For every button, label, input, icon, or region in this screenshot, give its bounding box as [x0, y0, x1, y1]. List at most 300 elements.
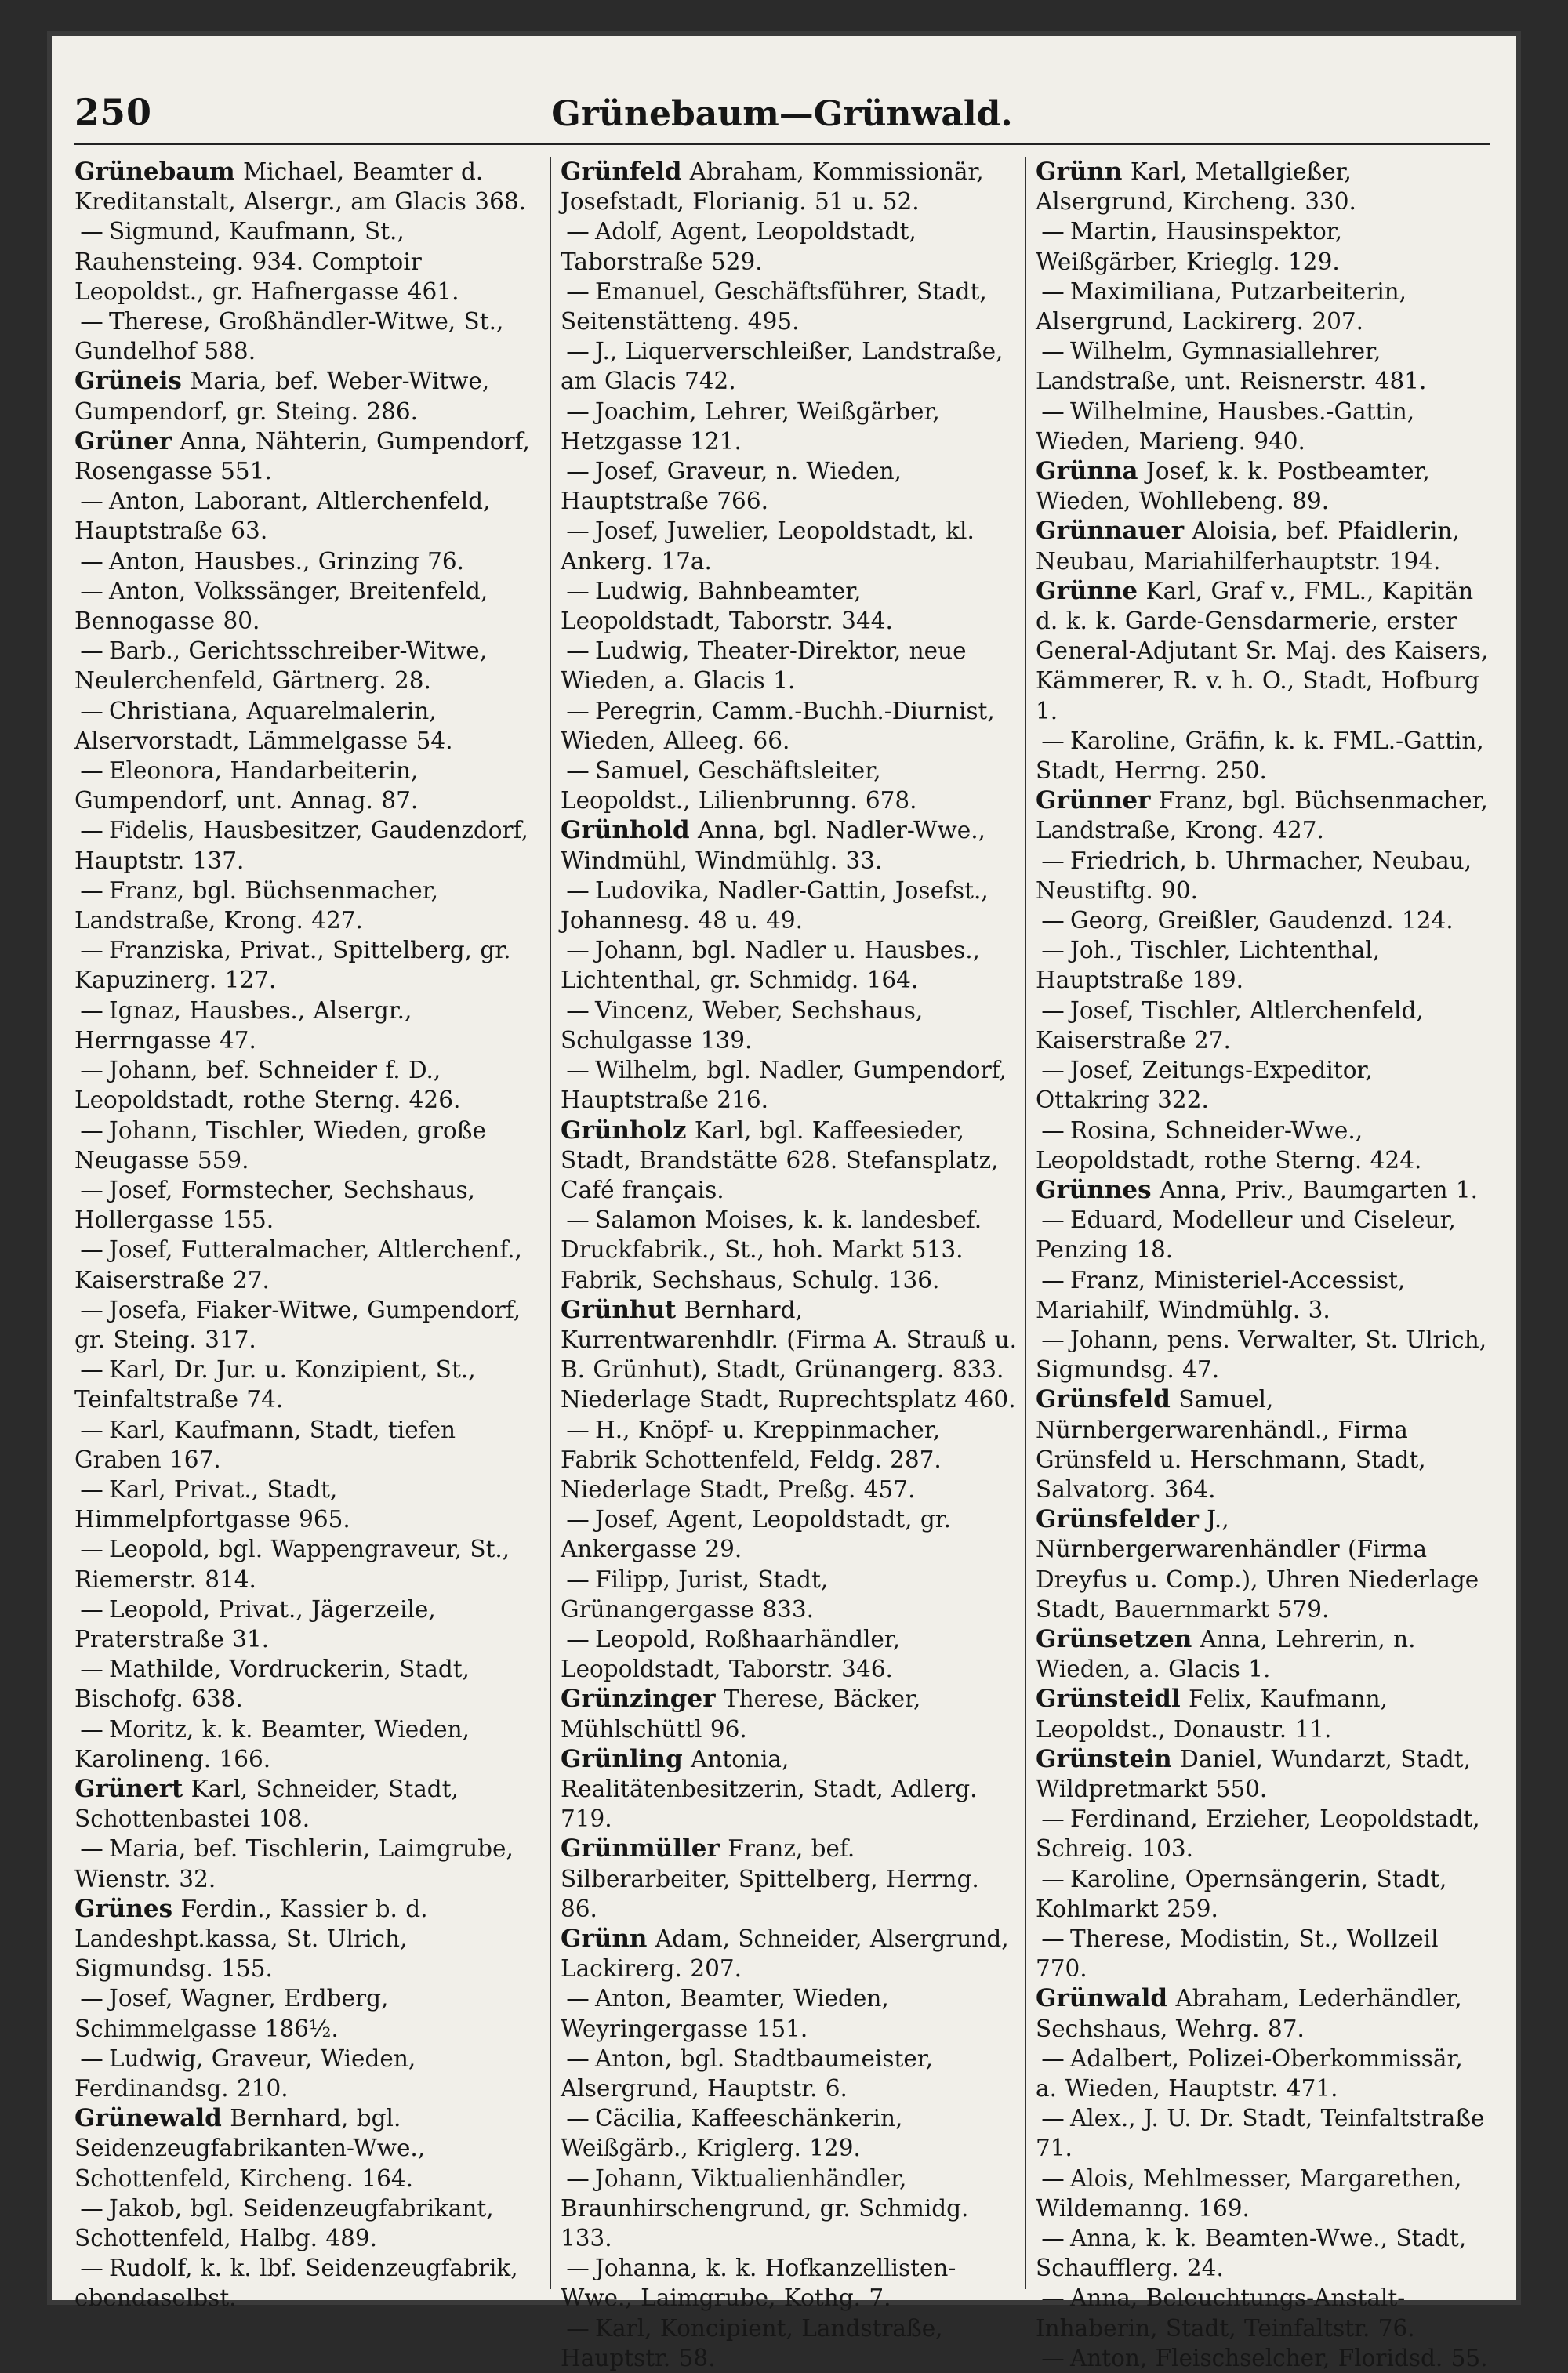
entry-surname: Grünsteidl [1036, 1685, 1181, 1714]
ditto-dash: — [80, 218, 103, 245]
entry-text: Franz, bgl. Büchsenmacher, Landstraße, Krong. 427. [1036, 787, 1488, 844]
ditto-dash: — [1041, 907, 1065, 934]
directory-subentry [561, 2103, 1017, 2163]
entry-text: Samuel, Nürnbergerwarenhändl., Firma Grünsfeld u. Herschmann, Stadt, Salvatorg. 364. [1036, 1386, 1426, 1503]
directory-entry [1036, 1384, 1492, 1504]
ditto-dash: — [80, 577, 103, 604]
ditto-dash: — [80, 1985, 103, 2012]
ditto-dash: — [80, 817, 103, 844]
directory-subentry [1036, 1325, 1492, 1384]
directory-entry [1036, 1983, 1492, 2043]
entry-text: Karl, Kaufmann, Stadt, tiefen Graben 167. [74, 1416, 456, 1473]
entry-text: Franz, Ministeriel-Accessist, Mariahilf, Windmühlg. 3. [1036, 1266, 1406, 1323]
directory-subentry [74, 2193, 542, 2253]
ditto-dash: — [1041, 727, 1065, 754]
entry-text: Alex., J. U. Dr. Stadt, Teinfaltstraße 71. [1036, 2105, 1485, 2162]
ditto-dash: — [1041, 2344, 1065, 2371]
entry-text: Josef, Formstecher, Sechshaus, Hollergasse 155. [74, 1176, 475, 1234]
directory-subentry [74, 576, 542, 636]
directory-subentry [74, 1235, 542, 1294]
directory-subentry [1036, 1116, 1492, 1175]
ditto-dash: — [1041, 1266, 1065, 1294]
entry-text: H., Knöpf- u. Kreppinmacher, Fabrik Schottenfeld, Feldg. 287. Niederlage Stadt, Preßg. 457. [561, 1416, 942, 1503]
directory-subentry [74, 815, 542, 875]
ditto-dash: — [566, 2045, 590, 2072]
directory-entry [74, 1894, 542, 1984]
entry-text: Vincenz, Weber, Sechshaus, Schulgasse 139. [561, 996, 924, 1054]
entry-text: Johann, Viktualienhändler, Braunhirschengrund, gr. Schmidg. 133. [561, 2164, 969, 2252]
entry-text: Antonia, Realitätenbesitzerin, Stadt, Adlerg. 719. [561, 1745, 978, 1833]
entry-surname: Grünsfeld [1036, 1385, 1171, 1414]
directory-entry [1036, 1744, 1492, 1804]
entry-text: Anna, Nähterin, Gumpendorf, Rosengasse 551. [74, 427, 530, 485]
ditto-dash: — [566, 1625, 590, 1653]
entry-text: Therese, Modistin, St., Wollzeil 770. [1036, 1925, 1439, 1983]
directory-entry [561, 1295, 1017, 1415]
directory-subentry [74, 2253, 542, 2313]
entry-surname: Grünhold [561, 816, 690, 845]
entry-text: Anton, Laborant, Altlerchenfeld, Hauptstraße 63. [74, 488, 491, 545]
entry-text: Fidelis, Hausbesitzer, Gaudenzdorf, Hauptstr. 137. [74, 817, 528, 874]
entry-text: Adolf, Agent, Leopoldstadt, Taborstraße 529. [561, 218, 916, 275]
entry-text: Josef, Tischler, Altlerchenfeld, Kaiserstraße 27. [1036, 996, 1424, 1054]
directory-entry [1036, 786, 1492, 845]
ditto-dash: — [80, 1236, 103, 1264]
ditto-dash: — [566, 2314, 590, 2342]
entry-text: Salamon Moises, k. k. landesbef. Druckfabrik., St., hoh. Markt 513. Fabrik, Sechshaus, Schulg. 136. [561, 1206, 982, 1294]
directory-subentry [561, 1504, 1017, 1564]
directory-subentry [1036, 1205, 1492, 1265]
directory-subentry [74, 636, 542, 695]
ditto-dash: — [80, 876, 103, 904]
entry-text: Leopold, bgl. Wappengraveur, St., Riemerstr. 814. [74, 1536, 510, 1593]
directory-subentry [74, 1475, 542, 1534]
ditto-dash: — [80, 937, 103, 964]
entry-text: Anton, Hausbes., Grinzing 76. [109, 547, 464, 575]
entry-text: Anna, Priv., Baumgarten 1. [1151, 1176, 1478, 1203]
directory-subentry [561, 935, 1017, 995]
entry-text: Ludwig, Graveur, Wieden, Ferdinandsg. 210. [74, 2045, 416, 2102]
directory-subentry [74, 1654, 542, 1714]
entry-text: Karl, Dr. Jur. u. Konzipient, St., Teinfaltstraße 74. [74, 1356, 476, 1413]
column-3 [1025, 157, 1500, 2371]
directory-subentry [1036, 1804, 1492, 1863]
directory-subentry [561, 996, 1017, 1055]
directory-subentry [561, 2044, 1017, 2103]
entry-text: Aloisia, bef. Pfaidlerin, Neubau, Mariahilferhauptstr. 194. [1036, 517, 1460, 575]
entry-text: Martin, Hausinspektor, Weißgärber, Krieglg. 129. [1036, 218, 1343, 275]
ditto-dash: — [80, 757, 103, 785]
ditto-dash: — [80, 1176, 103, 1203]
entry-text: Ludovika, Nadler-Gattin, Josefst., Johannesg. 48 u. 49. [561, 876, 989, 934]
directory-subentry [561, 756, 1017, 815]
entry-text: Alois, Mehlmesser, Margarethen, Wildemanng. 169. [1036, 2164, 1462, 2222]
entry-text: Therese, Bäcker, Mühlschüttl 96. [561, 1685, 921, 1743]
entry-text: Mathilde, Vordruckerin, Stadt, Bischofg. 638. [74, 1656, 470, 1713]
directory-subentry [74, 1595, 542, 1654]
directory-subentry [74, 1355, 542, 1414]
directory-entry [1036, 576, 1492, 726]
entry-text: Anton, Fleischselcher, Floridsd. 55. [1070, 2344, 1488, 2371]
directory-subentry [1036, 846, 1492, 905]
ditto-dash: — [80, 1057, 103, 1084]
entry-text: Josef, Graveur, n. Wieden, Hauptstraße 766. [561, 458, 902, 515]
ditto-dash: — [566, 517, 590, 545]
entry-text: Franz, bgl. Büchsenmacher, Landstraße, Krong. 427. [74, 876, 438, 934]
entry-surname: Grünstein [1036, 1744, 1172, 1773]
entry-text: Franz, bef. Silberarbeiter, Spittelberg, Herrng. 86. [561, 1835, 979, 1922]
ditto-dash: — [566, 637, 590, 665]
ditto-dash: — [1041, 278, 1065, 305]
directory-entry [1036, 1684, 1492, 1743]
entry-text: Daniel, Wundarzt, Stadt, Wildpretmarkt 550. [1036, 1745, 1472, 1802]
entry-surname: Grünewald [74, 2104, 222, 2133]
entry-surname: Grünholz [561, 1116, 687, 1145]
directory-subentry [74, 2044, 542, 2103]
ditto-dash: — [80, 1595, 103, 1623]
ditto-dash: — [1041, 338, 1065, 365]
entry-text: Ludwig, Theater-Direktor, neue Wieden, a. Glacis 1. [561, 637, 967, 695]
directory-subentry [74, 486, 542, 546]
directory-subentry [1036, 2343, 1492, 2373]
directory-subentry [74, 876, 542, 935]
entry-text: Abraham, Lederhändler, Sechshaus, Wehrg. 87. [1036, 1985, 1462, 2042]
entry-text: Anton, Beamter, Wieden, Weyringergasse 151. [561, 1985, 889, 2042]
entry-text: Maria, bef. Tischlerin, Laimgrube, Wienstr. 32. [74, 1835, 514, 1892]
entry-surname: Grünhut [561, 1295, 677, 1324]
directory-subentry [74, 756, 542, 815]
directory-subentry [561, 277, 1017, 336]
directory-subentry [74, 1175, 542, 1235]
directory-entry [1036, 1624, 1492, 1684]
ditto-dash: — [566, 458, 590, 485]
entry-surname: Grünes [74, 1894, 173, 1923]
ditto-dash: — [80, 547, 103, 575]
ditto-dash: — [80, 2194, 103, 2222]
entry-text: Anna, k. k. Beamten-Wwe., Stadt, Schaufflerg. 24. [1036, 2225, 1467, 2282]
ditto-dash: — [1041, 1925, 1065, 1952]
ditto-dash: — [566, 697, 590, 724]
entry-text: Joachim, Lehrer, Weißgärber, Hetzgasse 121. [561, 397, 940, 455]
directory-subentry [74, 1714, 542, 1774]
directory-subentry [1036, 1864, 1492, 1924]
entry-text: Josef, Agent, Leopoldstadt, gr. Ankergasse 29. [561, 1506, 952, 1563]
ditto-dash: — [80, 308, 103, 336]
ditto-dash: — [1041, 1326, 1065, 1353]
directory-subentry [561, 636, 1017, 695]
directory-subentry [561, 456, 1017, 516]
directory-entry [1036, 157, 1492, 216]
entry-text: Karoline, Gräfin, k. k. FML.-Gattin, Stadt, Herrng. 250. [1036, 727, 1484, 785]
entry-text: Leopold, Privat., Jägerzeile, Praterstraße 31. [74, 1595, 436, 1653]
entry-text: Adam, Schneider, Alsergrund, Lackirerg. 207. [561, 1925, 1009, 1983]
ditto-dash: — [566, 1416, 590, 1443]
entry-text: Franziska, Privat., Spittelberg, gr. Kapuzinerg. 127. [74, 937, 511, 994]
directory-entry [561, 1116, 1017, 1206]
entry-text: Ferdin., Kassier b. d. Landeshpt.kassa, St. Ulrich, Sigmundsg. 155. [74, 1895, 428, 1983]
directory-columns [74, 157, 1501, 2371]
ditto-dash: — [1041, 1805, 1065, 1833]
entry-text: Bernhard, bgl. Seidenzeugfabrikanten-Wwe., Schottenfeld, Kircheng. 164. [74, 2105, 426, 2192]
column-2 [550, 157, 1025, 2371]
directory-subentry [1036, 1924, 1492, 1983]
entry-text: Ferdinand, Erzieher, Leopoldstadt, Schreig. 103. [1036, 1805, 1480, 1863]
ditto-dash: — [80, 637, 103, 665]
entry-text: Wilhelm, Gymnasiallehrer, Landstraße, unt. Reisnerstr. 481. [1036, 338, 1427, 395]
directory-subentry [561, 876, 1017, 935]
entry-text: Georg, Greißler, Gaudenzd. 124. [1070, 907, 1454, 934]
ditto-dash: — [566, 937, 590, 964]
ditto-dash: — [566, 397, 590, 425]
ditto-dash: — [566, 1057, 590, 1084]
entry-text: Karl, Graf v., FML., Kapitän d. k. k. Garde-Gensdarmerie, erster General-Adjutant Sr. Maj. des Kaisers, Kämmerer, R. v. h. O., Stadt, Hofburg 1. [1036, 577, 1489, 724]
directory-subentry [561, 2313, 1017, 2373]
directory-entry [1036, 516, 1492, 575]
entry-surname: Grünner [1036, 786, 1151, 815]
directory-page [47, 31, 1521, 2371]
directory-subentry [74, 1983, 542, 2043]
ditto-dash: — [566, 1566, 590, 1593]
directory-subentry [74, 1415, 542, 1475]
ditto-dash: — [566, 278, 590, 305]
directory-subentry [561, 1565, 1017, 1624]
directory-subentry [1036, 1265, 1492, 1325]
ditto-dash: — [1041, 1865, 1065, 1892]
directory-entry [561, 1744, 1017, 1834]
ditto-dash: — [566, 577, 590, 604]
ditto-dash: — [566, 2164, 590, 2192]
entry-text: Leopold, Roßhaarhändler, Leopoldstadt, Taborstr. 346. [561, 1625, 901, 1683]
entry-text: Therese, Großhändler-Witwe, St., Gundelhof 588. [74, 308, 504, 365]
directory-subentry [74, 1116, 542, 1175]
entry-surname: Grünling [561, 1744, 683, 1773]
entry-text: Josef, Juwelier, Leopoldstadt, kl. Ankerg. 17a. [561, 517, 975, 575]
entry-text: Joh., Tischler, Lichtenthal, Hauptstraße 189. [1036, 937, 1381, 994]
directory-subentry [1036, 996, 1492, 1055]
entry-text: Maria, bef. Weber-Witwe, Gumpendorf, gr. Steing. 286. [74, 368, 490, 425]
directory-subentry [74, 216, 542, 307]
entry-text: Ludwig, Bahnbeamter, Leopoldstadt, Taborstr. 344. [561, 577, 893, 635]
directory-subentry [74, 1534, 542, 1594]
ditto-dash: — [566, 757, 590, 785]
entry-surname: Grünmüller [561, 1834, 720, 1863]
entry-text: Filipp, Jurist, Stadt, Grünangergasse 833. [561, 1566, 829, 1623]
ditto-dash: — [80, 2255, 103, 2282]
entry-text: Friedrich, b. Uhrmacher, Neubau, Neustiftg. 90. [1036, 847, 1472, 904]
directory-subentry [1036, 2044, 1492, 2103]
directory-entry [74, 157, 542, 216]
directory-subentry [74, 935, 542, 995]
ditto-dash: — [566, 1985, 590, 2012]
directory-entry [74, 1774, 542, 1834]
ditto-dash: — [80, 1536, 103, 1563]
directory-subentry [74, 696, 542, 756]
directory-subentry [1036, 1055, 1492, 1115]
entry-text: Jakob, bgl. Seidenzeugfabrikant, Schottenfeld, Halbg. 489. [74, 2194, 494, 2252]
directory-subentry [561, 1415, 1017, 1505]
ditto-dash: — [566, 996, 590, 1024]
entry-text: Josef, Futteralmacher, Altlerchenf., Kaiserstraße 27. [74, 1236, 522, 1294]
running-title: Grünebaum—Grünwald. [551, 94, 1013, 134]
column-1 [74, 157, 550, 2312]
directory-subentry [561, 516, 1017, 575]
entry-text: Karl, Schneider, Stadt, Schottenbastei 108. [74, 1775, 459, 1833]
entry-text: Samuel, Geschäftsleiter, Leopoldst., Lilienbrunng. 678. [561, 757, 917, 815]
ditto-dash: — [80, 697, 103, 724]
entry-text: Karl, Privat., Stadt, Himmelpfortgasse 965. [74, 1475, 350, 1533]
directory-subentry [561, 336, 1017, 396]
ditto-dash: — [80, 996, 103, 1024]
ditto-dash: — [1041, 847, 1065, 874]
ditto-dash: — [1041, 1206, 1065, 1234]
entry-text: Maximiliana, Putzarbeiterin, Alsergrund, Lackirerg. 207. [1036, 278, 1407, 336]
ditto-dash: — [566, 338, 590, 365]
entry-text: Anna, Lehrerin, n. Wieden, a. Glacis 1. [1036, 1625, 1416, 1683]
directory-entry [561, 815, 1017, 875]
ditto-dash: — [566, 2105, 590, 2132]
directory-subentry [561, 1055, 1017, 1115]
ditto-dash: — [80, 2045, 103, 2072]
entry-text: Rosina, Schneider-Wwe., Leopoldstadt, rothe Sterng. 424. [1036, 1116, 1422, 1174]
entry-text: J., Nürnbergerwarenhändler (Firma Dreyfus u. Comp.), Uhren Niederlage Stadt, Bauernmarkt 579. [1036, 1506, 1479, 1623]
directory-subentry [561, 397, 1017, 456]
ditto-dash: — [1041, 1116, 1065, 1144]
directory-subentry [74, 1055, 542, 1115]
directory-subentry [561, 576, 1017, 636]
directory-entry [74, 2103, 542, 2193]
entry-surname: Grünzinger [561, 1685, 716, 1714]
entry-surname: Grünn [1036, 158, 1123, 186]
directory-subentry [1036, 2283, 1492, 2342]
entry-text: Josef, Zeitungs-Expeditor, Ottakring 322. [1036, 1057, 1373, 1114]
entry-text: Karl, Metallgießer, Alsergrund, Kircheng. 330. [1036, 158, 1356, 216]
entry-text: Wilhelm, bgl. Nadler, Gumpendorf, Hauptstraße 216. [561, 1057, 1007, 1114]
entry-surname: Grünsfelder [1036, 1505, 1199, 1534]
entry-text: Felix, Kaufmann, Leopoldst., Donaustr. 11. [1036, 1685, 1388, 1743]
entry-surname: Grüner [74, 426, 172, 455]
ditto-dash: — [80, 1116, 103, 1144]
directory-subentry [1036, 2223, 1492, 2283]
directory-subentry [1036, 2103, 1492, 2163]
entry-text: Josef, k. k. Postbeamter, Wieden, Wohllebeng. 89. [1036, 458, 1430, 515]
entry-text: Eleonora, Handarbeiterin, Gumpendorf, unt. Annag. 87. [74, 757, 419, 815]
entry-surname: Grünnauer [1036, 517, 1185, 546]
ditto-dash: — [566, 1206, 590, 1234]
ditto-dash: — [80, 1715, 103, 1743]
ditto-dash: — [1041, 996, 1065, 1024]
entry-surname: Grünna [1036, 457, 1138, 486]
ditto-dash: — [80, 1835, 103, 1863]
ditto-dash: — [80, 488, 103, 515]
directory-subentry [1036, 397, 1492, 456]
directory-entry [561, 1684, 1017, 1743]
directory-entry [1036, 1504, 1492, 1624]
entry-text: Wilhelmine, Hausbes.-Gattin, Wieden, Marieng. 940. [1036, 397, 1415, 455]
entry-text: Cäcilia, Kaffeeschänkerin, Weißgärb., Kriglerg. 129. [561, 2105, 903, 2162]
directory-subentry [561, 1624, 1017, 1684]
directory-entry [561, 157, 1017, 216]
ditto-dash: — [566, 218, 590, 245]
entry-text: Johann, Tischler, Wieden, große Neugasse 559. [74, 1116, 486, 1174]
ditto-dash: — [80, 1416, 103, 1443]
ditto-dash: — [1041, 2105, 1065, 2132]
directory-subentry [561, 1205, 1017, 1295]
ditto-dash: — [566, 876, 590, 904]
directory-subentry [1036, 336, 1492, 396]
ditto-dash: — [566, 1506, 590, 1533]
entry-text: Anna, bgl. Nadler-Wwe., Windmühl, Windmühlg. 33. [561, 817, 985, 874]
entry-text: Karl, Koncipient, Landstraße, Hauptstr. 58. [561, 2314, 943, 2371]
ditto-dash: — [566, 2255, 590, 2282]
ditto-dash: — [1041, 2164, 1065, 2192]
entry-text: Moritz, k. k. Beamter, Wieden, Karolineng. 166. [74, 1715, 470, 1772]
ditto-dash: — [1041, 2225, 1065, 2252]
entry-text: Peregrin, Camm.-Buchh.-Diurnist, Wieden, Alleeg. 66. [561, 697, 995, 754]
entry-text: Johann, bgl. Nadler u. Hausbes., Lichtenthal, gr. Schmidg. 164. [561, 937, 980, 994]
entry-text: Rudolf, k. k. lbf. Seidenzeugfabrik, ebendaselbst. [74, 2255, 518, 2312]
directory-subentry [1036, 726, 1492, 786]
directory-entry [1036, 456, 1492, 516]
ditto-dash: — [80, 1356, 103, 1384]
entry-text: Karoline, Opernsängerin, Stadt, Kohlmarkt 259. [1036, 1865, 1447, 1922]
entry-text: Karl, bgl. Kaffeesieder, Stadt, Brandstätte 628. Stefansplatz, Café français. [561, 1116, 999, 1203]
directory-subentry [74, 996, 542, 1055]
ditto-dash: — [1041, 218, 1065, 245]
entry-text: Anna, Beleuchtungs-Anstalt-Inhaberin, Stadt, Teinfaltstr. 76. [1036, 2284, 1415, 2342]
directory-subentry [1036, 935, 1492, 995]
entry-text: Johann, pens. Verwalter, St. Ulrich, Sigmundsg. 47. [1036, 1326, 1487, 1384]
entry-text: Ignaz, Hausbes., Alsergr., Herrngasse 47. [74, 996, 412, 1054]
entry-surname: Grünsetzen [1036, 1624, 1192, 1653]
ditto-dash: — [1041, 937, 1065, 964]
directory-entry [561, 1834, 1017, 1924]
directory-subentry [74, 1295, 542, 1355]
entry-text: Sigmund, Kaufmann, St., Rauhensteing. 934. Comptoir Leopoldst., gr. Hafnergasse 461. [74, 218, 459, 305]
ditto-dash: — [1041, 397, 1065, 425]
directory-subentry [1036, 277, 1492, 336]
directory-subentry [1036, 2164, 1492, 2223]
directory-entry [74, 426, 542, 486]
directory-subentry [74, 1834, 542, 1893]
directory-entry [561, 1924, 1017, 1983]
entry-surname: Grünebaum [74, 158, 235, 186]
entry-surname: Grünne [1036, 576, 1138, 605]
entry-text: Adalbert, Polizei-Oberkommissär, a. Wieden, Hauptstr. 471. [1036, 2045, 1463, 2102]
ditto-dash: — [1041, 2284, 1065, 2312]
entry-text: Josefa, Fiaker-Witwe, Gumpendorf, gr. Steing. 317. [74, 1296, 521, 1353]
ditto-dash: — [80, 1475, 103, 1503]
entry-surname: Grünn [561, 1924, 648, 1953]
entry-text: Anton, Volkssänger, Breitenfeld, Bennogasse 80. [74, 577, 488, 635]
entry-surname: Grünfeld [561, 158, 682, 186]
directory-entry [74, 366, 542, 426]
entry-text: Emanuel, Geschäftsführer, Stadt, Seitenstätteng. 495. [561, 278, 987, 336]
directory-subentry [1036, 905, 1492, 935]
directory-subentry [561, 2164, 1017, 2254]
entry-surname: Grünnes [1036, 1175, 1152, 1204]
entry-text: Eduard, Modelleur und Ciseleur, Penzing 18. [1036, 1206, 1456, 1264]
directory-subentry [561, 696, 1017, 756]
entry-text: J., Liquerverschleißer, Landstraße, am Glacis 742. [561, 338, 1004, 395]
entry-surname: Grünert [74, 1774, 183, 1803]
directory-subentry [561, 1983, 1017, 2043]
entry-text: Bernhard, Kurrentwarenhdlr. (Firma A. Strauß u. B. Grünhut), Stadt, Grünangerg. 833. Niederlage Stadt, Ruprechtsplatz 460. [561, 1296, 1017, 1413]
ditto-dash: — [80, 1656, 103, 1683]
directory-subentry [561, 216, 1017, 276]
entry-text: Barb., Gerichtsschreiber-Witwe, Neulerchenfeld, Gärtnerg. 28. [74, 637, 488, 695]
page-header [74, 88, 1490, 145]
directory-entry [1036, 1175, 1492, 1205]
